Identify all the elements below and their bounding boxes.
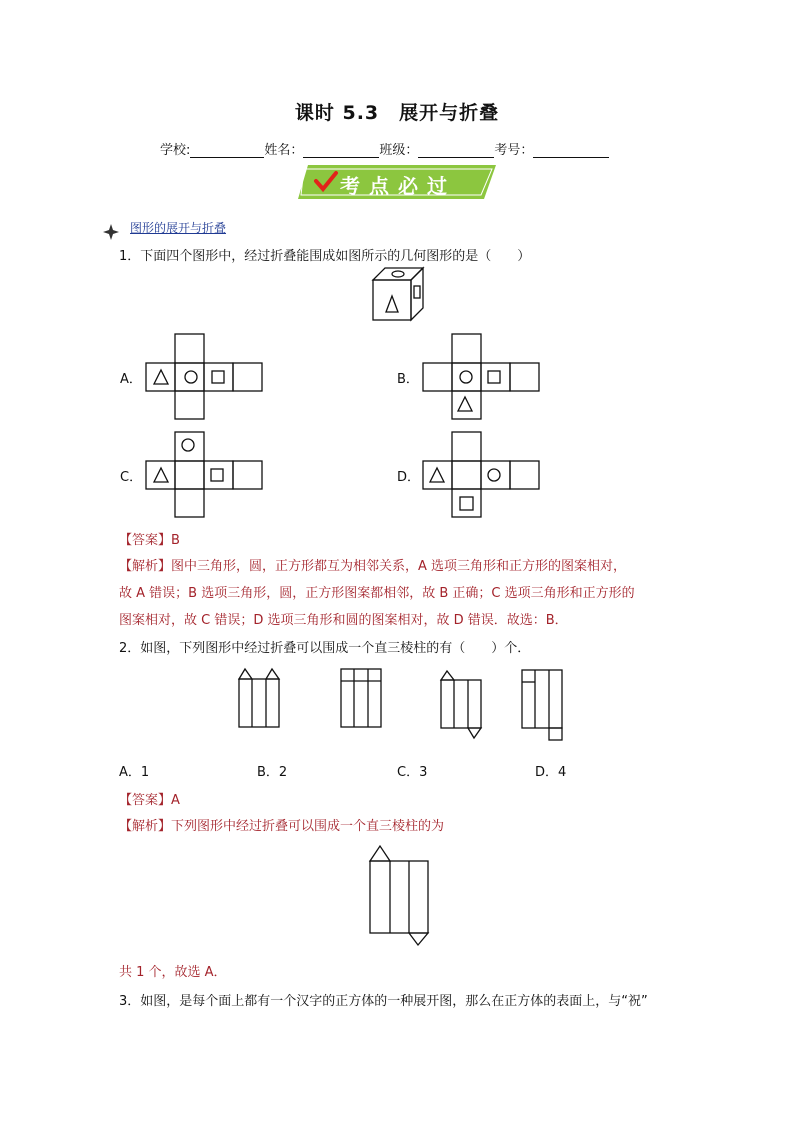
q1-net-b xyxy=(422,333,542,423)
school-field[interactable] xyxy=(190,143,264,158)
banner-text: 考点必过 xyxy=(340,174,456,198)
q1-option-d[interactable]: D． xyxy=(397,470,421,485)
q1-analysis-line-3: 图案相对，故 C 错误；D 选项三角形和圆的图案相对，故 D 错误．故选：B． xyxy=(119,613,568,628)
q2-answer: 【答案】A xyxy=(119,793,180,808)
number-field[interactable] xyxy=(533,143,609,158)
q1-cube-figure xyxy=(372,266,432,324)
q2-option-a[interactable]: A．1 xyxy=(119,765,150,780)
number-label: 考号： xyxy=(494,143,534,158)
q1-stem: 1．下面四个图形中，经过折叠能围成如图所示的几何图形的是（ ） xyxy=(119,249,531,264)
q2-option-b[interactable]: B．2 xyxy=(257,765,288,780)
q1-option-c[interactable]: C． xyxy=(120,470,143,485)
topic-link[interactable]: 图形的展开与折叠 xyxy=(130,221,227,235)
q2-stem: 2．如图，下列图形中经过折叠可以围成一个直三棱柱的有（ ）个． xyxy=(119,641,531,656)
class-field[interactable] xyxy=(418,143,494,158)
q3-stem: 3．如图，是每个面上都有一个汉字的正方体的一种展开图，那么在正方体的表面上，与“祝” xyxy=(119,994,648,1009)
class-label: 班级： xyxy=(379,143,419,158)
sparkle-icon xyxy=(103,224,119,240)
q1-option-a[interactable]: A． xyxy=(120,372,142,387)
q2-figure-2 xyxy=(340,665,384,731)
q2-figure-1 xyxy=(238,665,282,731)
page-title: 课时 5.3 展开与折叠 xyxy=(294,102,500,124)
student-info-line xyxy=(160,139,609,158)
school-label: 学校: xyxy=(160,143,191,158)
q2-figure-4 xyxy=(521,666,565,742)
q1-net-d xyxy=(422,431,542,521)
q2-analysis: 【解析】下列图形中经过折叠可以围成一个直三棱柱的为 xyxy=(119,819,445,834)
q1-net-c xyxy=(145,431,265,521)
q1-net-a xyxy=(145,333,265,423)
q2-option-c[interactable]: C．3 xyxy=(397,765,428,780)
name-label: 姓名： xyxy=(264,143,304,158)
q1-analysis-line-1: 【解析】图中三角形，圆，正方形都互为相邻关系，A 选项三角形和正方形的图案相对， xyxy=(119,559,627,574)
q1-analysis-line-2: 故 A 错误；B 选项三角形，圆，正方形图案都相邻，故 B 正确；C 选项三角形和正方形的 xyxy=(119,586,635,601)
q1-option-b[interactable]: B． xyxy=(397,372,419,387)
q2-figure-3 xyxy=(440,668,484,740)
name-field[interactable] xyxy=(303,143,379,158)
q2-option-d[interactable]: D．4 xyxy=(535,765,567,780)
q2-answer-figure xyxy=(367,843,433,947)
q1-answer: 【答案】B xyxy=(119,533,180,548)
q2-conclusion: 共 1 个，故选 A． xyxy=(119,965,227,980)
